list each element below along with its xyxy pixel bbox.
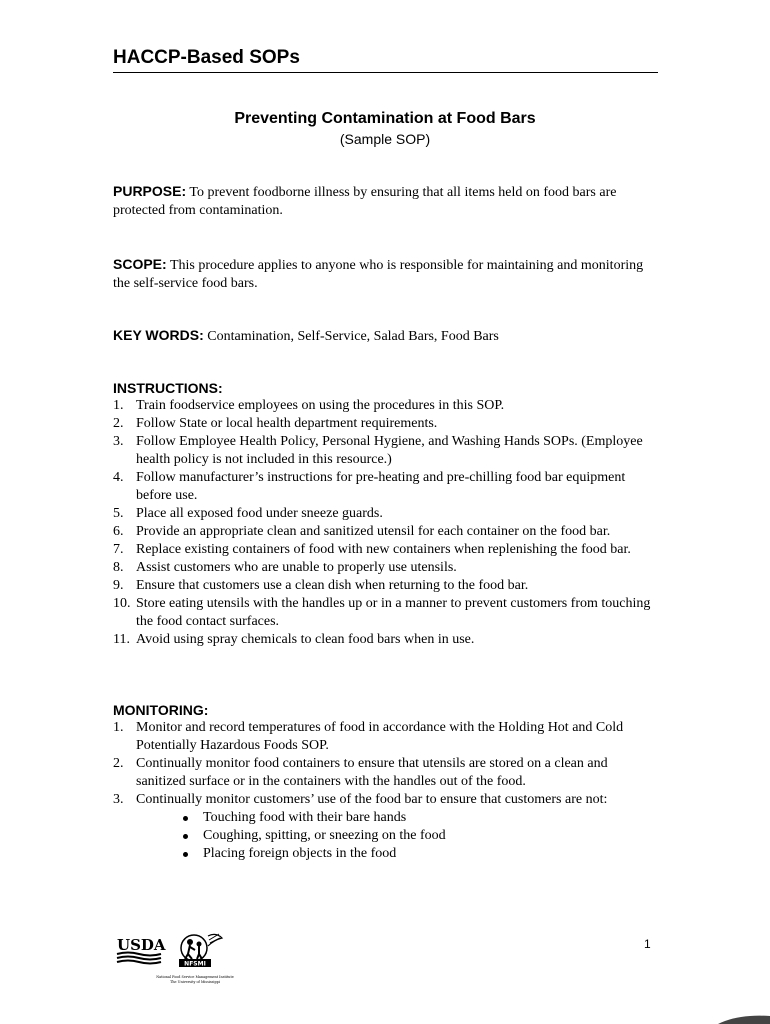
list-item-text: Follow State or local health department requirements. [136,416,438,431]
purpose-section [113,182,658,220]
keywords-label: KEY WORDS: [113,327,204,343]
list-number: 3. [113,792,124,807]
nfsmi-caption-line1: National Food Service Management Institute [156,975,234,979]
list-number: 4. [113,470,124,485]
monitoring-heading: MONITORING: [113,702,209,718]
list-number: 2. [113,416,124,431]
list-item-text: Follow manufacturer’s instructions for pre-heating and pre-chilling food bar equipment before use. [136,470,626,503]
bullet-item [180,809,658,827]
list-number: 7. [113,542,124,557]
page-curl-icon [718,1012,770,1024]
instructions-heading: INSTRUCTIONS: [113,380,223,396]
scope-section [113,255,658,293]
list-item-text: Provide an appropriate clean and sanitized utensil for each container on the food bar. [136,524,611,539]
bullet-icon [183,852,188,857]
monitoring-bullets [113,809,658,863]
keywords-section [113,326,658,346]
bullet-item [180,827,658,845]
list-number: 10. [113,596,131,611]
purpose-text: To prevent foodborne illness by ensuring that all items held on food bars are protected from contamination. [113,185,617,218]
bullet-text: Touching food with their bare hands [203,810,407,825]
list-item [113,577,658,595]
list-item [113,631,658,649]
list-item-text: Avoid using spray chemicals to clean food bars when in use. [136,632,475,647]
list-item [113,719,658,755]
list-item [113,541,658,559]
document-title: Preventing Contamination at Food Bars [234,110,536,127]
header-divider [113,72,658,73]
list-item-text: Place all exposed food under sneeze guards. [136,506,383,521]
scope-label: SCOPE: [113,256,167,272]
usda-logo-text: USDA [117,936,166,954]
list-item-text: Monitor and record temperatures of food in accordance with the Holding Hot and Cold Potentially Hazardous Foods SOP. [136,720,624,753]
list-item [113,559,658,577]
monitoring-section [113,701,658,863]
bullet-item [180,845,658,863]
list-item-text: Assist customers who are unable to properly use utensils. [136,560,457,575]
list-item-text: Follow Employee Health Policy, Personal Hygiene, and Washing Hands SOPs. (Employee health policy is not included in this resource.) [136,434,643,467]
bullet-text: Coughing, spitting, or sneezing on the food [203,828,446,843]
list-item [113,755,658,791]
page-number: 1 [644,937,651,951]
list-item-text: Train foodservice employees on using the procedures in this SOP. [136,398,505,413]
list-item-text: Replace existing containers of food with new containers when replenishing the food bar. [136,542,631,557]
nfsmi-logo-text: NFSMI [184,960,206,968]
list-number: 1. [113,398,124,413]
nfsmi-logo-icon [156,930,244,990]
bullet-icon [183,834,188,839]
list-item [113,433,658,469]
list-number: 5. [113,506,124,521]
scope-text: This procedure applies to anyone who is responsible for maintaining and monitoring the self-service food bars. [113,258,644,291]
list-item [113,523,658,541]
list-item-text: Store eating utensils with the handles up or in a manner to prevent customers from touching the food contact surfaces. [136,596,651,629]
list-number: 2. [113,756,124,771]
list-number: 6. [113,524,124,539]
list-number: 11. [113,632,130,647]
list-item-text: Continually monitor food containers to ensure that utensils are stored on a clean and sanitized surface or in the containers with the handles out of the food. [136,756,608,789]
document-subtitle: (Sample SOP) [339,131,431,147]
monitoring-list [113,719,658,809]
bullet-text: Placing foreign objects in the food [203,846,397,861]
instructions-section [113,379,658,649]
purpose-label: PURPOSE: [113,183,187,199]
usda-logo-icon [116,935,166,967]
list-number: 1. [113,720,124,735]
instructions-list [113,397,658,649]
list-item [113,469,658,505]
list-number: 3. [113,434,124,449]
list-number: 8. [113,560,124,575]
nfsmi-caption-line2: The University of Mississippi [170,980,220,984]
list-item [113,595,658,631]
list-item [113,415,658,433]
list-number: 9. [113,578,124,593]
bullet-icon [183,816,188,821]
list-item [113,791,658,809]
header-title: HACCP-Based SOPs [113,47,300,68]
keywords-text: Contamination, Self-Service, Salad Bars, Food Bars [207,329,499,344]
list-item [113,397,658,415]
list-item [113,505,658,523]
list-item-text: Ensure that customers use a clean dish when returning to the food bar. [136,578,529,593]
list-item-text: Continually monitor customers’ use of the food bar to ensure that customers are not: [136,792,608,807]
